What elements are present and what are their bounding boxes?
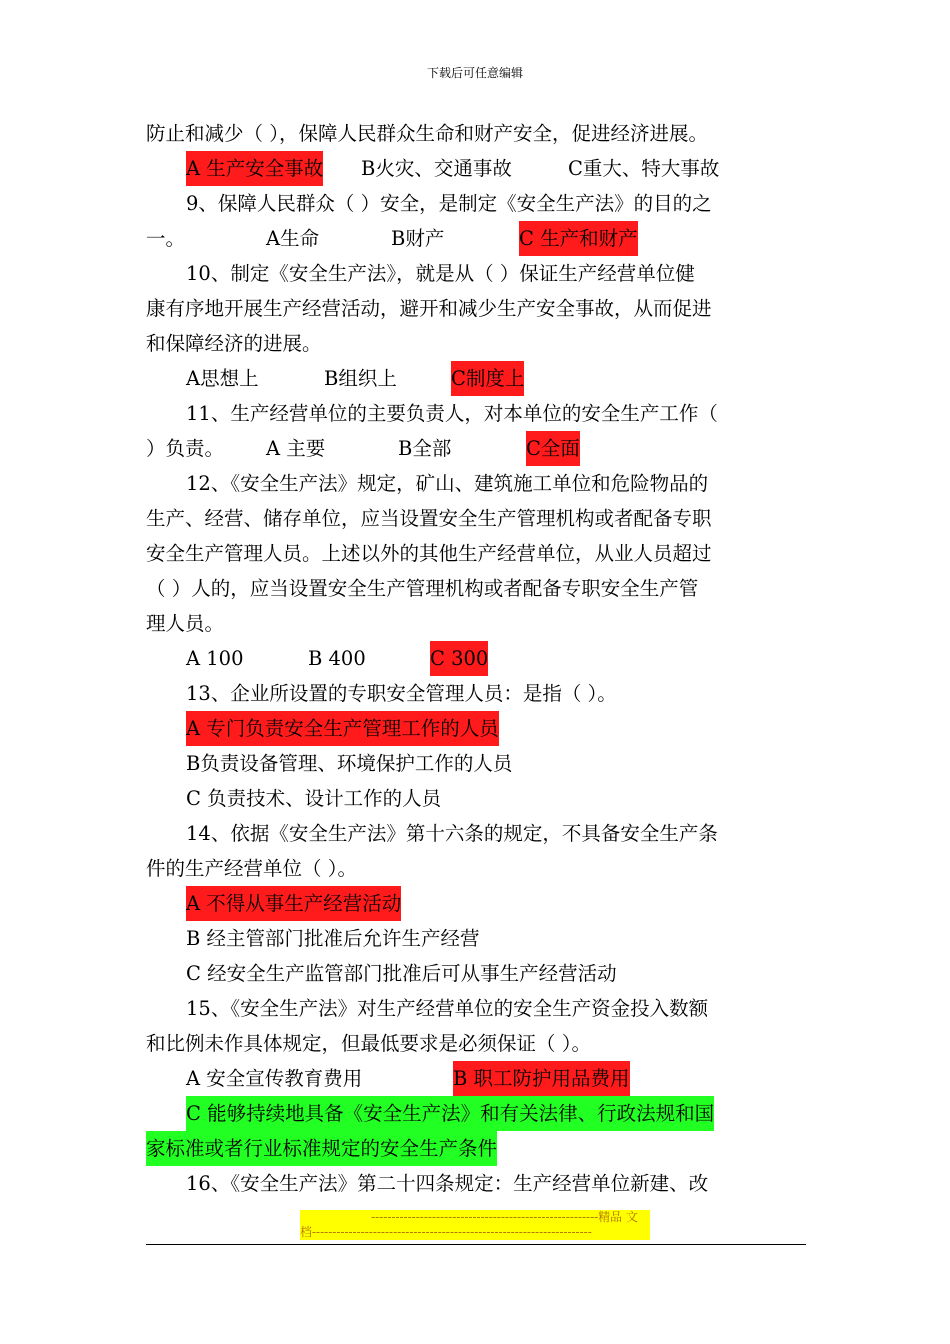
text-line: [146, 116, 810, 151]
footer-rule: [146, 1244, 806, 1245]
text-line: [146, 536, 810, 571]
text-line: [146, 851, 810, 886]
text-segment: 16、《安全生产法》第二十四条规定：生产经营单位新建、改: [186, 1172, 709, 1195]
footer-watermark: [300, 1210, 650, 1240]
text-segment: A思想上: [186, 367, 259, 390]
highlighted-answer: A 生产安全事故: [186, 151, 323, 186]
text-line: [146, 1096, 810, 1131]
text-line: [146, 711, 810, 746]
text-segment: B组织上: [324, 367, 397, 390]
highlighted-answer: 家标准或者行业标准规定的安全生产条件: [146, 1131, 497, 1166]
text-segment: C重大、特大事故: [568, 157, 720, 180]
text-segment: B财产: [391, 227, 445, 250]
text-line: [146, 151, 810, 186]
text-line: [146, 431, 810, 466]
text-segment: 生产、经营、储存单位，应当设置安全生产管理机构或者配备专职: [146, 507, 712, 530]
text-line: [146, 221, 810, 256]
highlighted-answer: C全面: [526, 431, 580, 466]
text-line: [146, 186, 810, 221]
text-segment: 9、保障人民群众（ ）安全，是制定《安全生产法》的目的之: [186, 192, 712, 215]
text-segment: 15、《安全生产法》对生产经营单位的安全生产资金投入数额: [186, 997, 709, 1020]
highlighted-answer: C 生产和财产: [519, 221, 638, 256]
highlighted-answer: C 能够持续地具备《安全生产法》和有关法律、行政法规和国: [186, 1096, 714, 1131]
text-line: [146, 641, 810, 676]
text-line: [146, 1061, 810, 1096]
text-line: [146, 956, 810, 991]
text-segment: B火灾、交通事故: [361, 157, 512, 180]
text-segment: A生命: [266, 227, 320, 250]
text-line: [146, 991, 810, 1026]
text-line: [146, 256, 810, 291]
text-segment: B 经主管部门批准后允许生产经营: [186, 927, 480, 950]
text-line: [146, 1131, 810, 1166]
text-segment: 安全生产管理人员。上述以外的其他生产经营单位，从业人员超过: [146, 542, 712, 565]
highlighted-answer: C制度上: [451, 361, 524, 396]
page-header: 下载后可任意编辑: [426, 66, 523, 80]
text-segment: C 经安全生产监管部门批准后可从事生产经营活动: [186, 962, 617, 985]
text-line: [146, 746, 810, 781]
text-segment: 件的生产经营单位（ ）。: [146, 857, 357, 880]
text-segment: 理人员。: [146, 612, 225, 635]
text-line: [146, 291, 810, 326]
text-line: [146, 326, 810, 361]
text-line: [146, 396, 810, 431]
text-segment: B 400: [308, 647, 366, 670]
text-line: [146, 676, 810, 711]
text-segment: A 主要: [266, 437, 326, 460]
highlighted-answer: A 专门负责安全生产管理工作的人员: [186, 711, 499, 746]
text-segment: 和保障经济的进展。: [146, 332, 322, 355]
text-line: [146, 781, 810, 816]
text-line: [146, 886, 810, 921]
text-segment: A 100: [186, 647, 244, 670]
footer-line-2: 档---------------------------------------------------------------------: [300, 1225, 592, 1239]
text-segment: 10、制定《安全生产法》，就是从（ ）保证生产经营单位健: [186, 262, 695, 285]
highlighted-answer: A 不得从事生产经营活动: [186, 886, 401, 921]
text-line: [146, 606, 810, 641]
text-line: [146, 1026, 810, 1061]
text-segment: 13、企业所设置的专职安全管理人员：是指（ ）。: [186, 682, 617, 705]
text-segment: 和比例未作具体规定，但最低要求是必须保证（ ）。: [146, 1032, 591, 1055]
text-line: [146, 1166, 810, 1201]
text-line: [146, 466, 810, 501]
text-segment: （ ）人的，应当设置安全生产管理机构或者配备专职安全生产管: [146, 577, 699, 600]
text-segment: 防止和减少（ ），保障人民群众生命和财产安全，促进经济进展。: [146, 122, 708, 145]
text-segment: ）负责。: [146, 437, 225, 460]
text-segment: 12、《安全生产法》规定，矿山、建筑施工单位和危险物品的: [186, 472, 709, 495]
text-line: [146, 361, 810, 396]
text-segment: B负责设备管理、环境保护工作的人员: [186, 752, 513, 775]
text-line: [146, 816, 810, 851]
document-body: [146, 116, 810, 1201]
highlighted-answer: C 300: [430, 641, 488, 676]
text-segment: 康有序地开展生产经营活动，避开和减少生产安全事故，从而促进: [146, 297, 712, 320]
text-line: [146, 921, 810, 956]
text-segment: 一。: [146, 227, 186, 250]
text-segment: 14、依据《安全生产法》第十六条的规定，不具备安全生产条: [186, 822, 718, 845]
text-segment: 11、生产经营单位的主要负责人，对本单位的安全生产工作（: [186, 402, 718, 425]
text-segment: C 负责技术、设计工作的人员: [186, 787, 442, 810]
text-line: [146, 571, 810, 606]
highlighted-answer: B 职工防护用品费用: [453, 1061, 630, 1096]
text-segment: B全部: [398, 437, 452, 460]
text-line: [146, 501, 810, 536]
text-segment: A 安全宣传教育费用: [186, 1067, 363, 1090]
footer-line-1: --------------------------------------------------------精品 文: [371, 1210, 638, 1224]
